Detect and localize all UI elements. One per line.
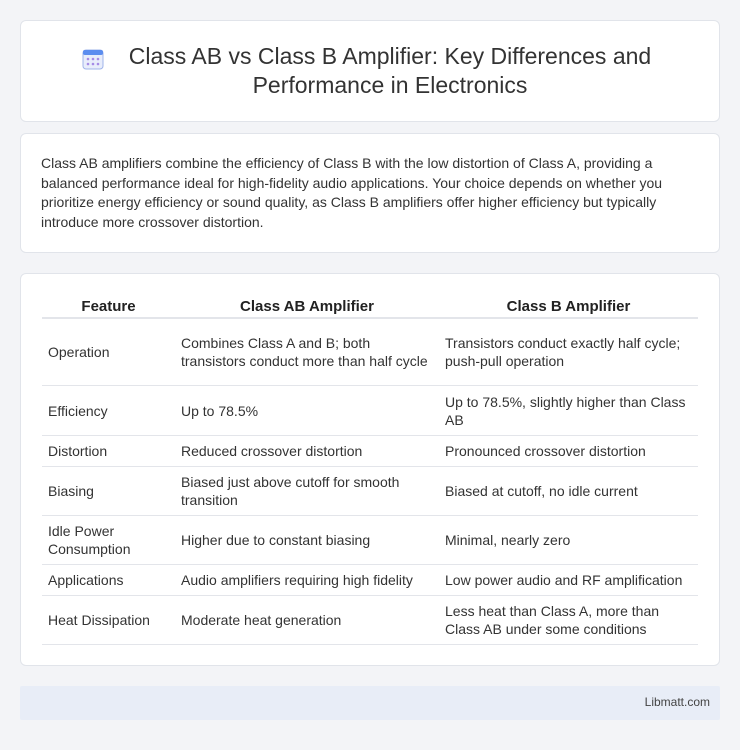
feature-cell: Applications: [42, 565, 175, 596]
column-header-class-ab: Class AB Amplifier: [175, 294, 439, 319]
intro-paragraph: Class AB amplifiers combine the efficiency of Class B with the low distortion of Class A, providing a balanced performance ideal for high-fidelity audio applications. Your choice depends on whether you prioritize energy efficiency or sound quality, as Class B amplifiers offer higher efficiency but typically introduce more crossover distortion.: [41, 155, 663, 230]
table-row: [42, 386, 698, 436]
feature-cell: Distortion: [42, 436, 175, 467]
table-row: [42, 596, 698, 645]
feature-cell: Heat Dissipation: [42, 596, 175, 645]
feature-cell: Efficiency: [42, 386, 175, 436]
intro-card: [20, 133, 720, 253]
class-ab-cell: Reduced crossover distortion: [175, 436, 439, 467]
class-ab-cell: Audio amplifiers requiring high fidelity: [175, 565, 439, 596]
table-row: [42, 319, 698, 386]
table-row: [42, 565, 698, 596]
column-header-class-b: Class B Amplifier: [439, 294, 698, 319]
table-row: [42, 467, 698, 516]
comparison-table: [42, 294, 698, 645]
feature-cell: Idle Power Consumption: [42, 516, 175, 565]
class-ab-cell: Moderate heat generation: [175, 596, 439, 645]
class-b-cell: Less heat than Class A, more than Class AB under some conditions: [439, 596, 698, 645]
class-ab-cell: Combines Class A and B; both transistors conduct more than half cycle: [175, 319, 439, 386]
page-title: Class AB vs Class B Amplifier: Key Differences and Performance in Electronics: [128, 43, 652, 98]
table-header-row: [42, 294, 698, 319]
footer-brand: Libmatt.com: [644, 695, 710, 709]
class-ab-cell: Up to 78.5%: [175, 386, 439, 436]
class-ab-cell: Biased just above cutoff for smooth transition: [175, 467, 439, 516]
class-b-cell: Minimal, nearly zero: [439, 516, 698, 565]
class-b-cell: Low power audio and RF amplification: [439, 565, 698, 596]
header-card: [20, 20, 720, 122]
class-b-cell: Up to 78.5%, slightly higher than Class AB: [439, 386, 698, 436]
class-b-cell: Pronounced crossover distortion: [439, 436, 698, 467]
table-row: [42, 516, 698, 565]
class-b-cell: Biased at cutoff, no idle current: [439, 467, 698, 516]
feature-cell: Operation: [42, 319, 175, 386]
comparison-table-card: [20, 273, 720, 666]
table-row: [42, 436, 698, 467]
column-header-feature: Feature: [42, 294, 175, 319]
footer: [20, 686, 720, 720]
class-b-cell: Transistors conduct exactly half cycle; push-pull operation: [439, 319, 698, 386]
class-ab-cell: Higher due to constant biasing: [175, 516, 439, 565]
feature-cell: Biasing: [42, 467, 175, 516]
